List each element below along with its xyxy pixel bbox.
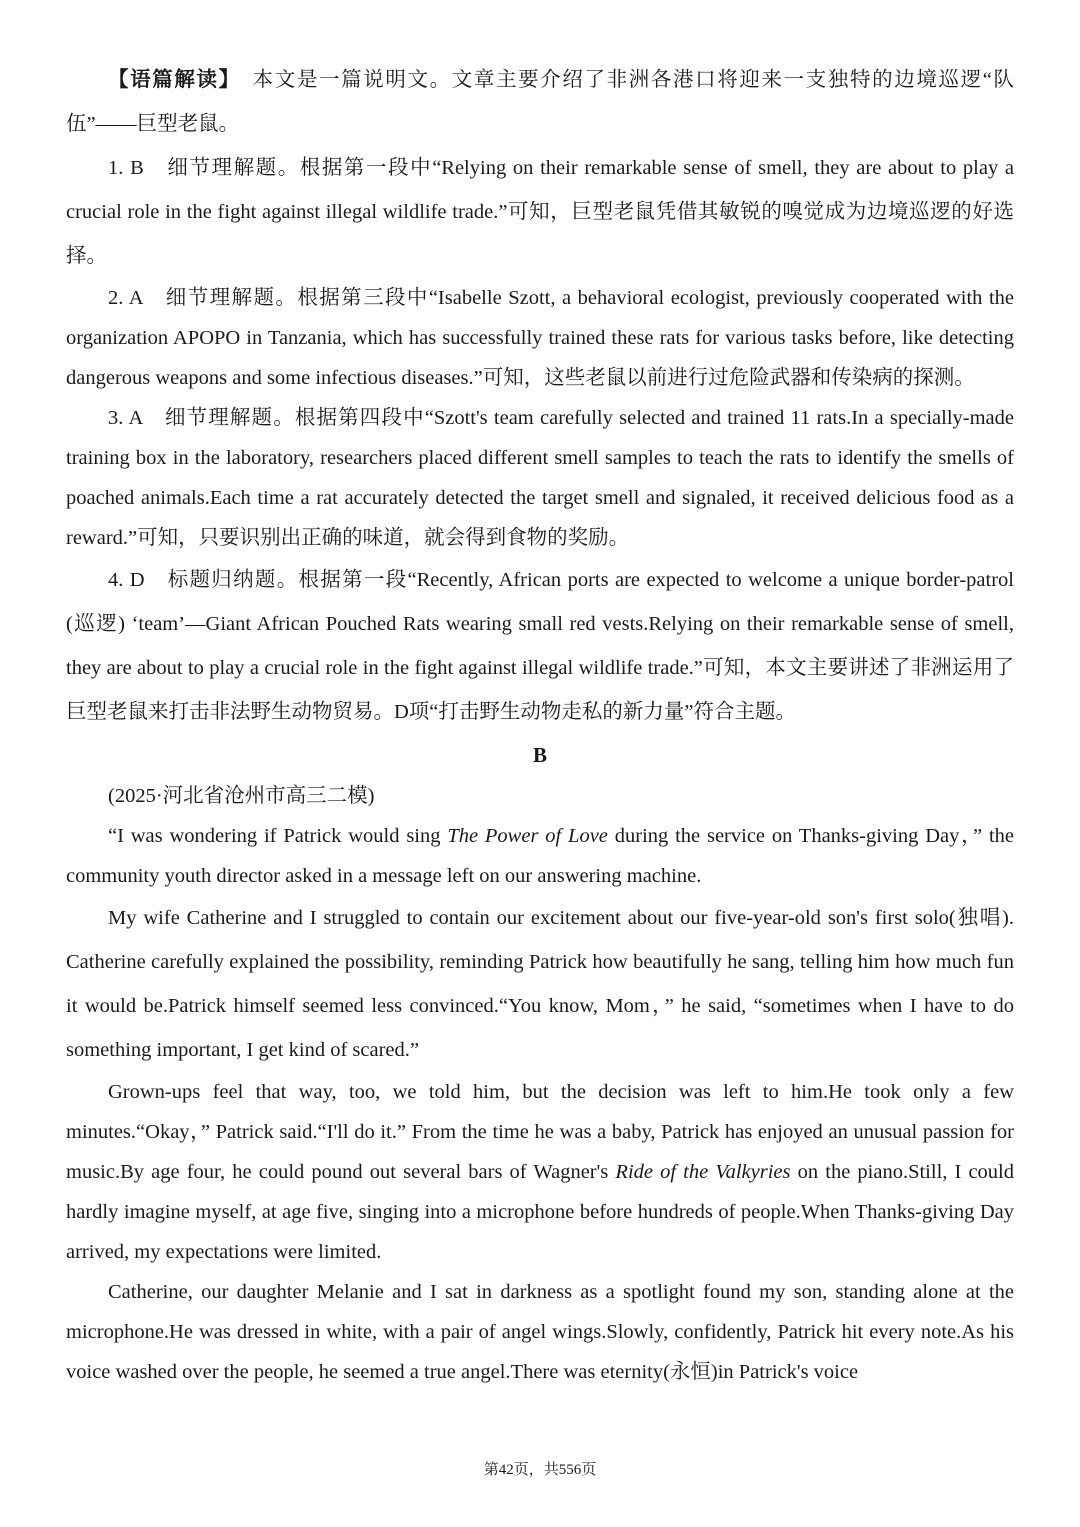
passage-paragraph-1 xyxy=(66,816,1014,896)
passage-text: Grown-ups feel that way, too, we told him, but the decision was left to him.He took only a few minutes.“Okay，” Patrick said.“I'll do it.” From the time he was a baby, Patrick has enjoyed an unusual passion for music.By age four, he could pound out several bars of Wagner's xyxy=(66,1081,1014,1183)
document-page xyxy=(66,58,1014,1392)
passage-paragraph-4: Catherine, our daughter Melanie and I sat in darkness as a spotlight found my son, standing alone at the microphone.He was dressed in white, with a pair of angel wings.Slowly, confidently, Patrick hit every note.As his voice washed over the people, he seemed a true angel.There was eternity(永恒)in Patrick's voice xyxy=(66,1281,1014,1383)
answer-1: 1. B 细节理解题。根据第一段中“Relying on their remarkable sense of smell, they are about to play a crucial role in the fight against illegal wildlife trade.”可知，巨型老鼠凭借其敏锐的嗅觉成为边境巡逻的好选择。 xyxy=(66,157,1014,267)
song-title: The Power of Love xyxy=(447,825,608,847)
analysis-intro: 本文是一篇说明文。文章主要介绍了非洲各港口将迎来一支独特的边境巡逻“队伍”——巨型老鼠。 xyxy=(66,69,1015,135)
passage-paragraph-3 xyxy=(66,1072,1014,1272)
analysis-title: 【语篇解读】 xyxy=(108,69,231,91)
music-title: Ride of the Valkyries xyxy=(615,1161,791,1183)
passage-source: (2025·河北省沧州市高三二模) xyxy=(108,785,375,807)
page-footer: 第42页，共556页 xyxy=(483,1462,597,1478)
passage-text: on the piano.Still, I could hardly imagine myself, at age five, singing into a microphone before hundreds of people.When Thanks-giving Day arrived, my expectations were limited. xyxy=(66,1161,1015,1263)
analysis-paragraph xyxy=(66,58,1014,146)
passage-text: during the service on Thanks-giving Day，” the community youth director asked in a message left on our answering machine. xyxy=(66,825,1015,887)
passage-paragraph-2: My wife Catherine and I struggled to contain our excitement about our five-year-old son's first solo(独唱). Catherine carefully explained the possibility, reminding Patrick how beautifully he sang, telling him how much fun it would be.Patrick himself seemed less convinced.“You know, Mom，” he said, “sometimes when I have to do something important, I get kind of scared.” xyxy=(66,907,1014,1061)
passage-text: “I was wondering if Patrick would sing xyxy=(108,825,448,847)
answer-4: 4. D 标题归纳题。根据第一段“Recently, African ports are expected to welcome a unique border-patrol (巡逻) ‘team’—Giant African Pouched Rats wearing small red vests.Relying on their remarkable sense of smell, they are about to play a crucial role in the fight against illegal wildlife trade.”可知，本文主要讲述了非洲运用了巨型老鼠来打击非法野生动物贸易。D项“打击野生动物走私的新力量”符合主题。 xyxy=(66,569,1014,723)
answer-3: 3. A 细节理解题。根据第四段中“Szott's team carefully selected and trained 11 rats.In a specially-made training box in the laboratory, researchers placed different smell samples to teach the rats to identify the smells of poached animals.Each time a rat accurately detected the target smell and signaled, it received delicious food as a reward.”可知，只要识别出正确的味道，就会得到食物的奖励。 xyxy=(66,407,1014,549)
answer-2: 2. A 细节理解题。根据第三段中“Isabelle Szott, a behavioral ecologist, previously cooperated with the organization APOPO in Tanzania, which has successfully trained these rats for various tasks before, like detecting dangerous weapons and some infectious diseases.”可知，这些老鼠以前进行过危险武器和传染病的探测。 xyxy=(66,287,1014,389)
section-heading: B xyxy=(532,743,547,767)
